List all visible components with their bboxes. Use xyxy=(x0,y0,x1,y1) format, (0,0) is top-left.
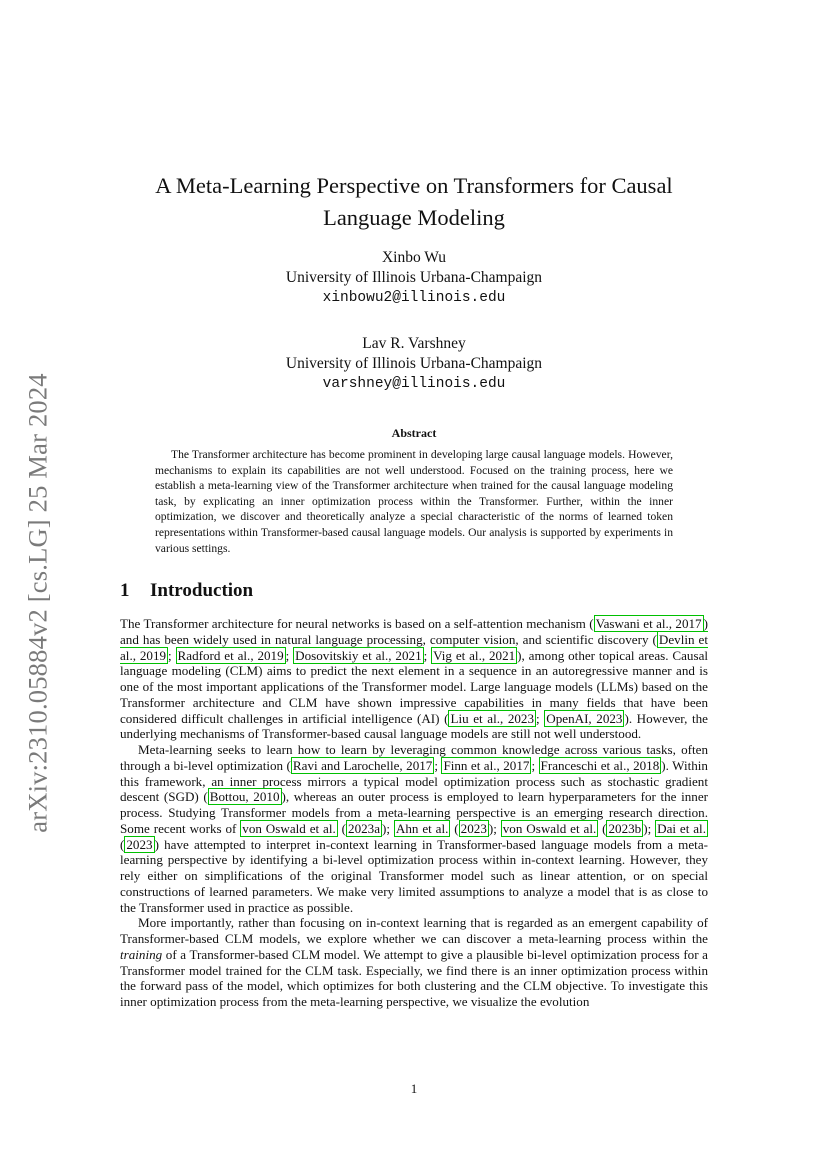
body-paragraph xyxy=(120,742,708,915)
body-text: ( xyxy=(598,820,607,836)
citation-link[interactable]: Franceschi et al., 2018 xyxy=(540,757,660,773)
section-number: 1 xyxy=(120,580,130,601)
body-text: The Transformer architecture for neural networks is based on a self-attention mechanism ( xyxy=(120,616,594,631)
citation-link[interactable]: 2023b xyxy=(608,820,642,836)
author-email: varshney@illinois.edu xyxy=(322,376,506,392)
introduction-body xyxy=(120,616,708,1010)
emphasis-text: training xyxy=(120,946,163,962)
body-text: ( xyxy=(337,820,347,836)
citation-link[interactable]: OpenAI, 2023 xyxy=(546,710,623,726)
body-text: ), among other topical areas. Causal language modeling (CLM) aims to predict the next element in a sequence in an autoregressive manner and is one of the most important applications of the Transformer model. Large language models (LLMs) based on the Transformer architecture and CLM have shown impressive capabilities in many fields that have been considered difficult challenges in artificial intelligence (AI) ( xyxy=(120,647,709,726)
citation-link[interactable]: Dai et al. xyxy=(657,820,706,836)
citation-link[interactable]: Ahn et al. xyxy=(395,820,449,836)
body-text: ; xyxy=(423,647,432,663)
page-number: 1 xyxy=(410,1081,418,1096)
body-text: ; xyxy=(285,647,294,663)
body-text: ; xyxy=(531,757,539,773)
author-affiliation: University of Illinois Urbana-Champaign xyxy=(285,355,543,372)
body-text: ); xyxy=(488,820,501,836)
author-name: Xinbo Wu xyxy=(381,249,447,266)
citation-link[interactable]: Dosovitskiy et al., 2021 xyxy=(295,647,422,663)
abstract-heading: Abstract xyxy=(391,426,437,440)
citation-link[interactable]: Liu et al., 2023 xyxy=(450,710,535,726)
author-block xyxy=(110,248,718,308)
citation-link[interactable]: Vig et al., 2021 xyxy=(433,647,516,663)
citation-link[interactable]: Radford et al., 2019 xyxy=(177,647,284,663)
body-text: ). However, the underlying mechanisms of Transformer-based causal language models are still not well understood. xyxy=(120,710,708,742)
body-text: Meta-learning seeks to learn how to learn by leveraging common knowledge across various tasks, often through a bi-level optimization ( xyxy=(120,742,708,773)
section-heading xyxy=(120,580,253,602)
author-block xyxy=(110,334,718,394)
body-text: ; xyxy=(168,647,176,663)
body-text: ) have attempted to interpret in-context learning in Transformer-based language models from a meta-learning perspective by identifying a bi-level optimization process within in-context learning. However, they rely either on simplifications of the original Transformer model such as linear attention, or on special constructions of learned parameters. We make very limited assumptions to analyze a model that is as close to the Transformer used in practice as possible. xyxy=(120,836,708,915)
citation-link[interactable]: 2023 xyxy=(126,836,153,852)
citation-link[interactable]: Bottou, 2010 xyxy=(209,789,280,805)
body-text: ). Within this framework, an inner process mirrors a typical model optimization process such as stochastic gradient descent (SGD) ( xyxy=(120,757,708,805)
abstract-text: The Transformer architecture has become prominent in developing large causal language models. However, mechanisms to explain its capabilities are not well understood. Focused on the training process, here we establish a meta-learning view of the Transformer architecture when trained for the causal language modeling task, by explicating an inner optimization process within the Transformer. Further, within the inner optimization, we discover and theoretically analyze a special characteristic of the norms of learned token representations within Transformer-based causal language models. Our analysis is supported by experiments in various settings. xyxy=(155,448,673,555)
citation-link[interactable]: Finn et al., 2017 xyxy=(443,757,530,773)
body-text: ), whereas an outer process is employed to learn hyperparameters for the inner process. Studying Transformer models from a meta-learning perspective is an emerging research direction. Some recent works of xyxy=(120,789,708,836)
citation-link[interactable]: 2023 xyxy=(460,820,487,836)
body-text: More importantly, rather than focusing on in-context learning that is regarded as an emergent capability of Transformer-based CLM models, we explore whether we can discover a meta-learning process within the xyxy=(120,915,708,946)
citation-link[interactable]: von Oswald et al. xyxy=(502,820,597,836)
citation-link[interactable]: Ravi and Larochelle, 2017 xyxy=(292,757,433,773)
body-text: of a Transformer-based CLM model. We attempt to give a plausible bi-level optimization process for a Transformer model trained for the CLM task. Especially, we find there is an inner optimization process within the forward pass of the model, which optimizes for both clustering and the CLM objective. To investigate this inner optimization process from the meta-learning perspective, we visualize the evolution xyxy=(120,946,708,1009)
body-text: ); xyxy=(382,820,394,836)
body-text: ( xyxy=(450,820,459,836)
citation-link[interactable]: Devlin et al., 2019 xyxy=(120,631,708,663)
body-paragraph xyxy=(120,616,708,742)
body-text: ; xyxy=(536,710,545,726)
author-affiliation: University of Illinois Urbana-Champaign xyxy=(285,269,543,286)
arxiv-stamp-text: arXiv:2310.05884v2 [cs.LG] 25 Mar 2024 xyxy=(22,373,53,833)
citation-link[interactable]: 2023a xyxy=(348,820,381,836)
body-paragraph xyxy=(120,915,708,1010)
arxiv-stamp xyxy=(22,358,54,848)
body-text: ; xyxy=(434,757,442,773)
author-email: xinbowu2@illinois.edu xyxy=(322,290,506,306)
body-text: ) and has been widely used in natural language processing, computer vision, and scientific discovery ( xyxy=(120,616,708,647)
section-title: Introduction xyxy=(150,580,254,601)
body-text: ( xyxy=(120,836,125,852)
body-text: ); xyxy=(643,820,656,836)
paper-title: A Meta-Learning Perspective on Transformers for Causal Language Modeling xyxy=(155,173,673,230)
citation-link[interactable]: von Oswald et al. xyxy=(242,820,336,836)
author-name: Lav R. Varshney xyxy=(362,335,466,352)
citation-link[interactable]: Vaswani et al., 2017 xyxy=(595,616,702,631)
